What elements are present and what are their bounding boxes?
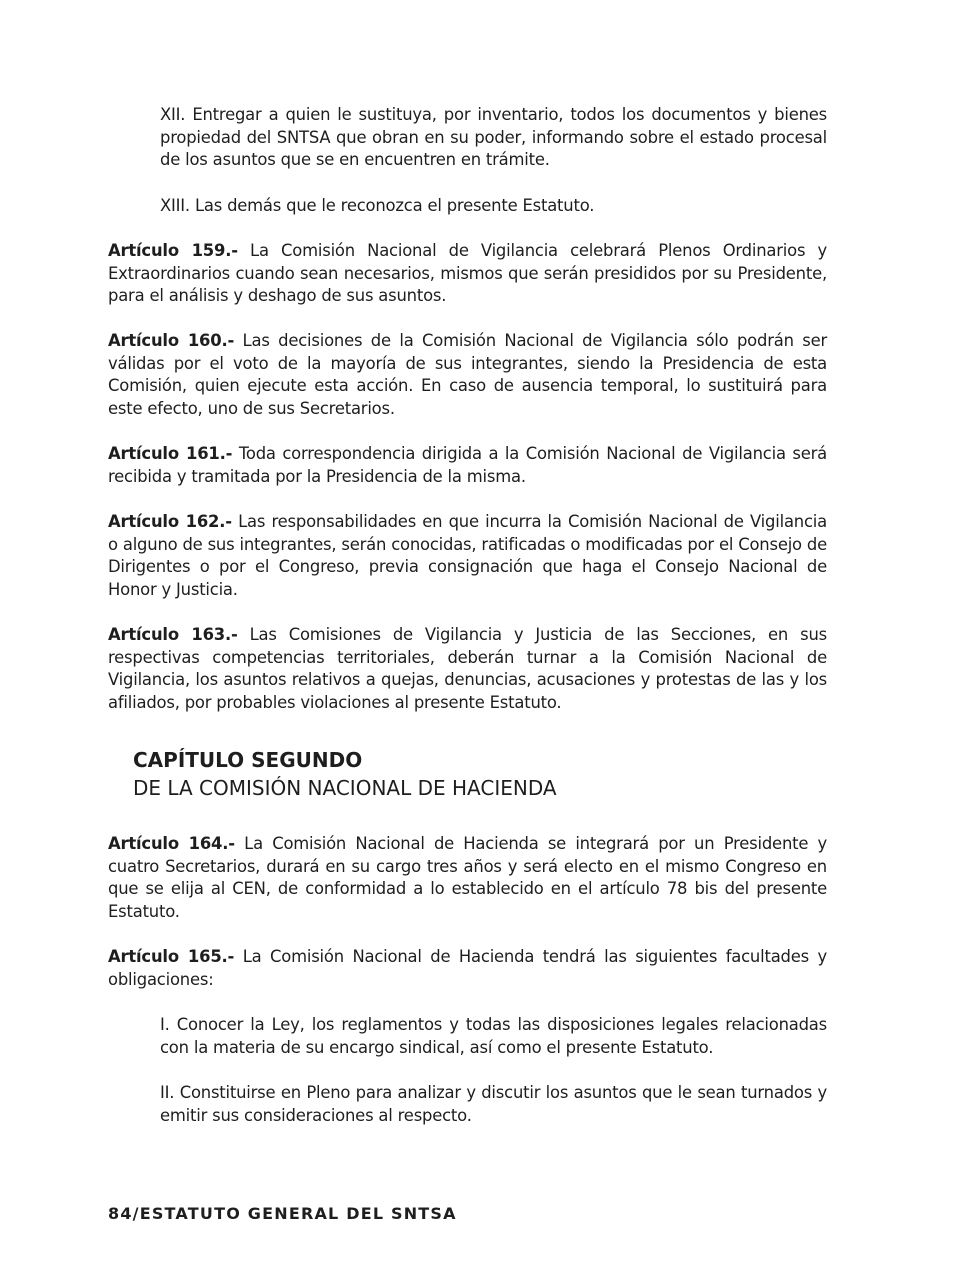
article-label: Artículo 161.- xyxy=(108,444,233,463)
page-footer: 84/ESTATUTO GENERAL DEL SNTSA xyxy=(108,1204,457,1223)
article-161 xyxy=(108,443,827,488)
article-label: Artículo 163.- xyxy=(108,625,238,644)
article-text: Toda correspondencia dirigida a la Comisión Nacional de Vigilancia será recibida y tramitada por la Presidencia de la misma. xyxy=(108,444,828,486)
article-165 xyxy=(108,946,827,991)
chapter-heading xyxy=(133,746,833,802)
article-text: La Comisión Nacional de Hacienda tendrá las siguientes facultades y obligaciones: xyxy=(108,947,828,989)
list-item-text: II. Constituirse en Pleno para analizar y discutir los asuntos que le sean turnados y emitir sus consideraciones al respecto. xyxy=(160,1083,827,1125)
article-text: La Comisión Nacional de Hacienda se integrará por un Presidente y cuatro Secretarios, durará en su cargo tres años y será electo en el mismo Congreso en que se elija al CEN, de conformidad a lo establecido en el artículo 78 bis del presente Estatuto. xyxy=(108,834,828,922)
article-label: Artículo 162.- xyxy=(108,512,232,531)
list-item-xiii xyxy=(160,195,827,218)
article-label: Artículo 164.- xyxy=(108,834,235,853)
list-item-i xyxy=(160,1014,827,1059)
article-160 xyxy=(108,330,827,421)
article-label: Artículo 160.- xyxy=(108,331,235,350)
list-item-xii xyxy=(160,104,827,172)
chapter-number: CAPÍTULO SEGUNDO xyxy=(133,748,363,772)
article-164 xyxy=(108,833,827,924)
list-item-text: XII. Entregar a quien le sustituya, por inventario, todos los documentos y bienes propiedad del SNTSA que obran en su poder, informando sobre el estado procesal de los asuntos que se en encuentren en trámite. xyxy=(160,105,827,170)
list-item-text: XIII. Las demás que le reconozca el presente Estatuto. xyxy=(160,196,595,215)
list-item-ii xyxy=(160,1082,827,1127)
article-text: Las decisiones de la Comisión Nacional de Vigilancia sólo podrán ser válidas por el voto de la mayoría de sus integrantes, siendo la Presidencia de esta Comisión, quien ejecute esta acción. En caso de ausencia temporal, lo sustituirá para este efecto, uno de sus Secretarios. xyxy=(108,331,827,419)
chapter-title: DE LA COMISIÓN NACIONAL DE HACIENDA xyxy=(133,776,557,800)
article-text: La Comisión Nacional de Vigilancia celebrará Plenos Ordinarios y Extraordinarios cuando sean necesarios, mismos que serán presididos por su Presidente, para el análisis y deshago de sus asuntos. xyxy=(108,241,828,306)
article-label: Artículo 165.- xyxy=(108,947,235,966)
article-162 xyxy=(108,511,827,602)
article-159 xyxy=(108,240,827,308)
article-label: Artículo 159.- xyxy=(108,241,238,260)
article-text: Las responsabilidades en que incurra la Comisión Nacional de Vigilancia o alguno de sus integrantes, serán conocidas, ratificadas o modificadas por el Consejo de Dirigentes o por el Congreso, previa consignación que haga el Consejo Nacional de Honor y Justicia. xyxy=(108,512,827,600)
list-item-text: I. Conocer la Ley, los reglamentos y todas las disposiciones legales relacionadas con la materia de su encargo sindical, así como el presente Estatuto. xyxy=(160,1015,827,1057)
article-text: Las Comisiones de Vigilancia y Justicia de las Secciones, en sus respectivas competencias territoriales, deberán turnar a la Comisión Nacional de Vigilancia, los asuntos relativos a quejas, denuncias, acusaciones y protestas de las y los afiliados, por probables violaciones al presente Estatuto. xyxy=(108,625,827,713)
article-163 xyxy=(108,624,827,715)
